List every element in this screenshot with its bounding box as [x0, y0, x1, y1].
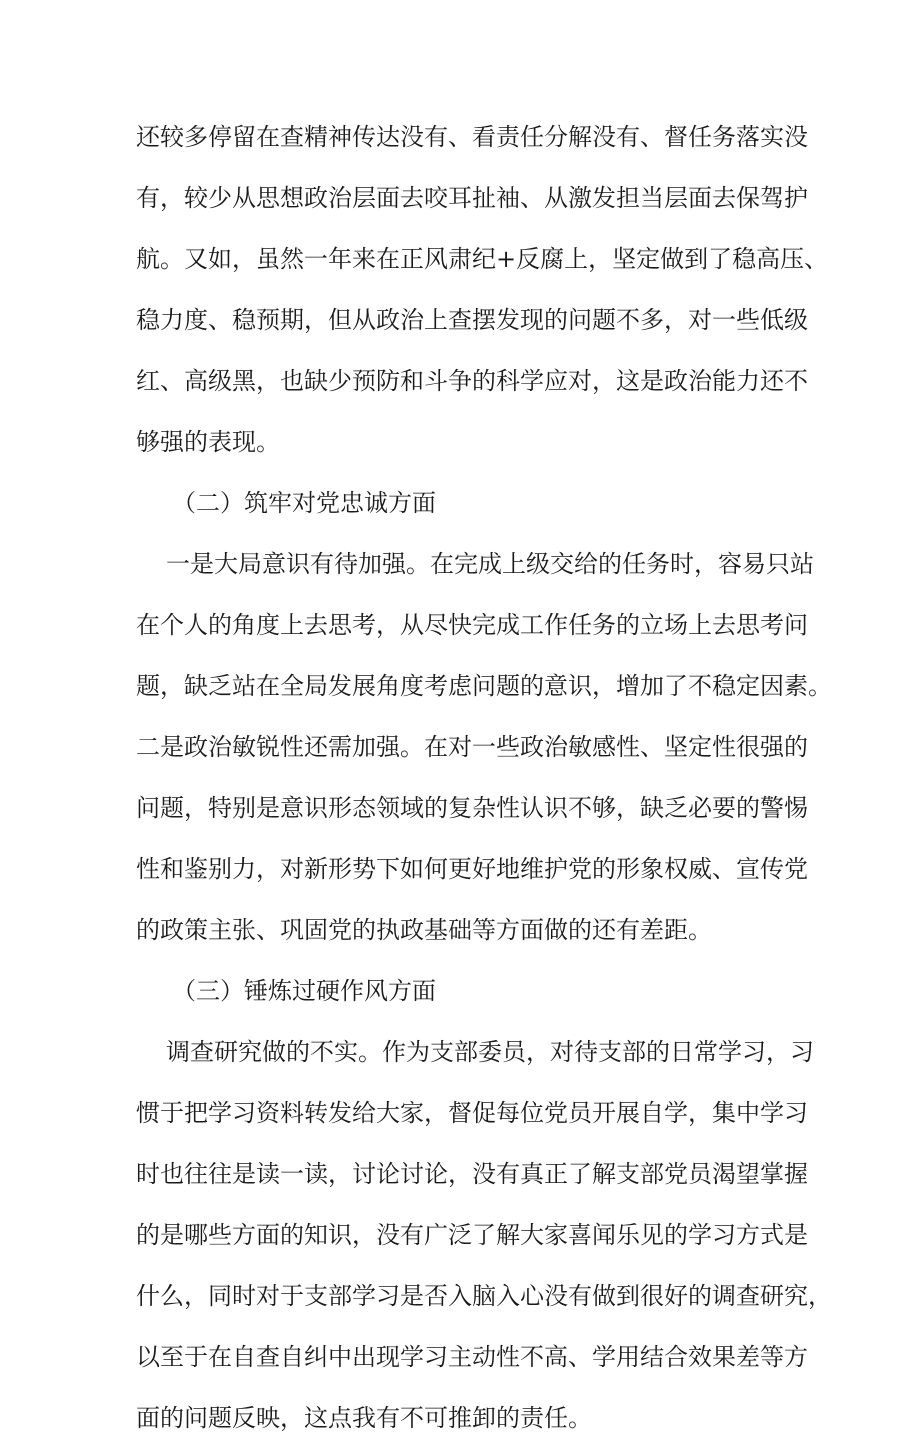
text-line: 时也往往是读一读，讨论讨论，没有真正了解支部党员渴望掌握 — [136, 1160, 808, 1188]
text-line: 性和鉴别力，对新形势下如何更好地维护党的形象权威、宣传党 — [136, 855, 808, 883]
text-line: 红、高级黑，也缺少预防和斗争的科学应对，这是政治能力还不 — [136, 367, 808, 395]
text-line: 的政策主张、巩固党的执政基础等方面做的还有差距。 — [136, 916, 712, 944]
text-line: 在个人的角度上去思考，从尽快完成工作任务的立场上去思考问 — [136, 611, 808, 639]
text-line: 调查研究做的不实。作为支部委员，对待支部的日常学习，习 — [166, 1038, 814, 1066]
section-heading-work-style: （三）锤炼过硬作风方面 — [172, 977, 436, 1005]
text-line: 一是大局意识有待加强。在完成上级交给的任务时，容易只站 — [166, 550, 814, 578]
text-line: 二是政治敏锐性还需加强。在对一些政治敏感性、坚定性很强的 — [136, 733, 808, 761]
document-page — [136, 107, 832, 1449]
text-line: 有，较少从思想政治层面去咬耳扯袖、从激发担当层面去保驾护 — [136, 184, 808, 212]
text-line: 还较多停留在查精神传达没有、看责任分解没有、督任务落实没 — [136, 123, 808, 151]
paragraph-work-style — [136, 1022, 832, 1449]
text-line: 问题，特别是意识形态领域的复杂性认识不够，缺乏必要的警惕 — [136, 794, 808, 822]
text-line: 以至于在自查自纠中出现学习主动性不高、学用结合效果差等方 — [136, 1343, 808, 1371]
section-heading-loyalty: （二）筑牢对党忠诚方面 — [172, 489, 436, 517]
text-line: 够强的表现。 — [136, 428, 280, 456]
paragraph-political-ability — [136, 107, 829, 473]
text-line: 的是哪些方面的知识，没有广泛了解大家喜闻乐见的学习方式是 — [136, 1221, 808, 1249]
paragraph-loyalty — [136, 534, 832, 961]
text-line: 航。又如，虽然一年来在正风肃纪+反腐上，坚定做到了稳高压、 — [136, 245, 829, 273]
text-line: 惯于把学习资料转发给大家，督促每位党员开展自学，集中学习 — [136, 1099, 808, 1127]
text-line: 题，缺乏站在全局发展角度考虑问题的意识，增加了不稳定因素。 — [136, 672, 832, 700]
text-line: 面的问题反映，这点我有不可推卸的责任。 — [136, 1404, 592, 1432]
text-line: 什么，同时对于支部学习是否入脑入心没有做到很好的调查研究， — [136, 1282, 832, 1310]
text-line: 稳力度、稳预期，但从政治上查摆发现的问题不多，对一些低级 — [136, 306, 808, 334]
